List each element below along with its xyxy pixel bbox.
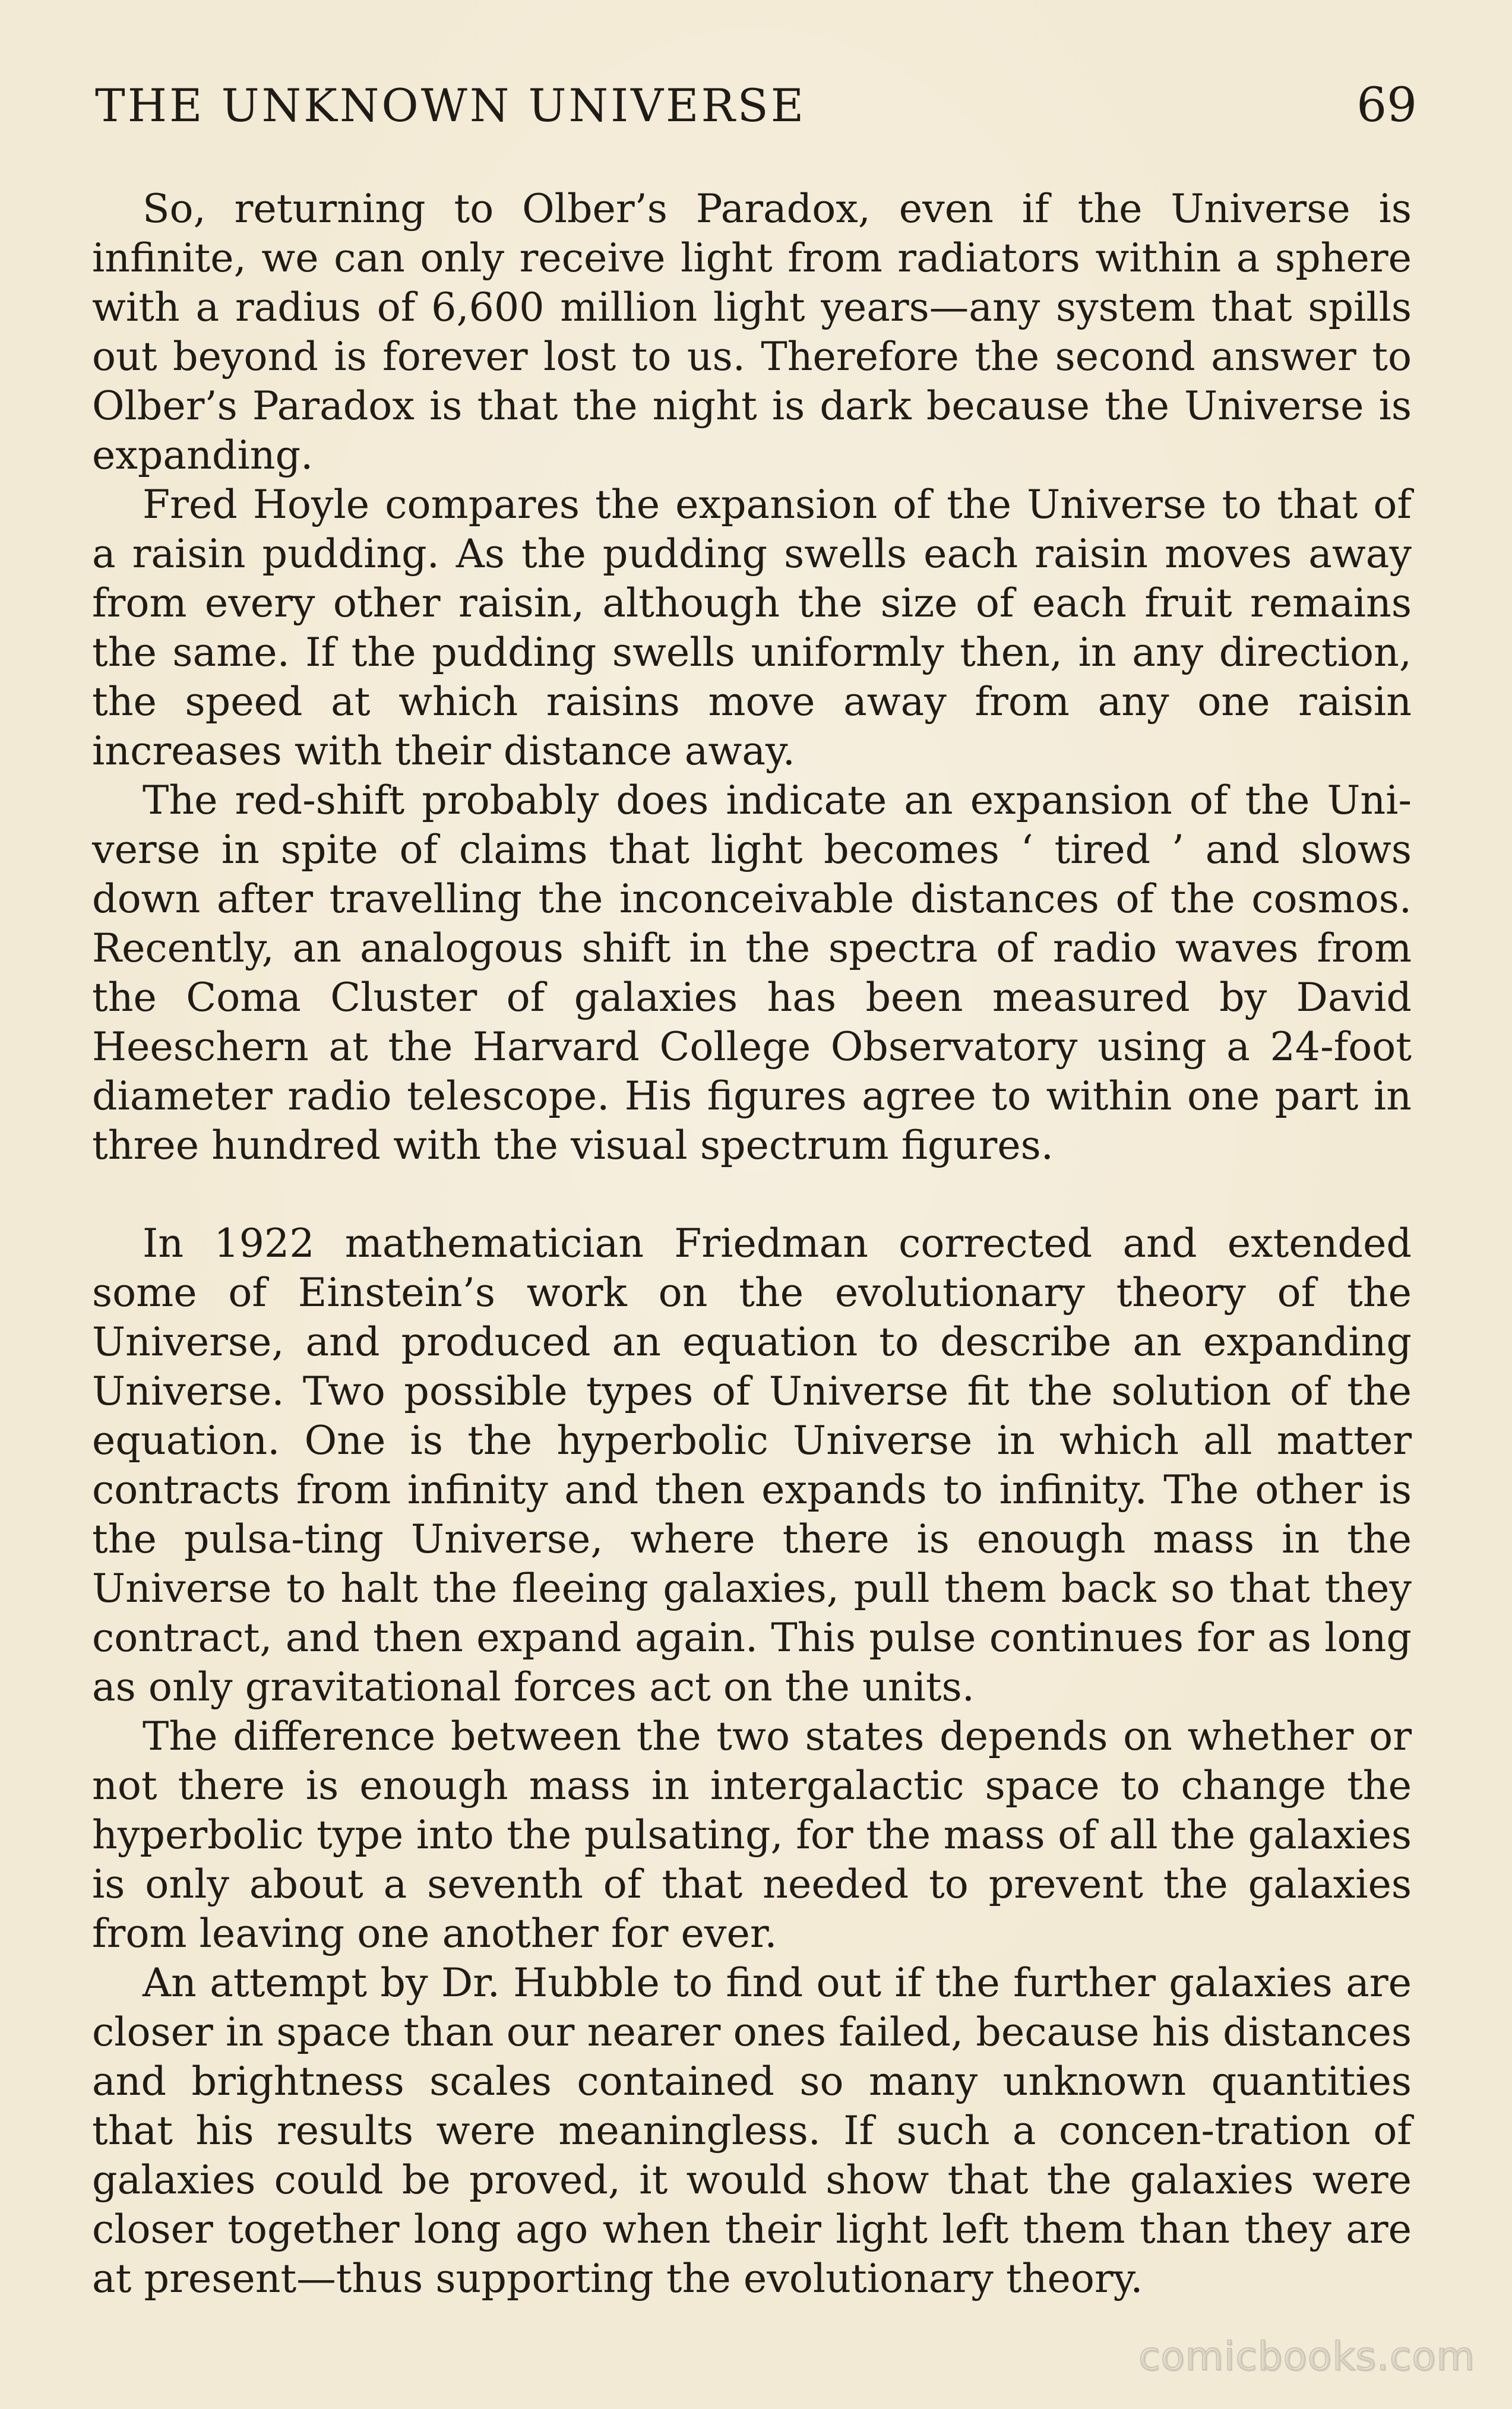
paragraph-hubble: An attempt by Dr. Hubble to find out if the further galaxies are closer in space than our nearer ones failed, because his distances and brightness scales contained so many unknown quantities that his results were meaningless. If such a concen-tration of galaxies could be proved, it would show that the galaxies were closer together long ago when their light left them than they are at present—thus supporting the evolutionary theory. <box>92 1959 1412 2301</box>
paragraph-raisin-pudding: Fred Hoyle compares the expansion of the Universe to that of a raisin pudding. As the pudding swells each raisin moves away from every other raisin, although the size of each fruit remains the same. If the pudding swells uniformly then, in any direction, the speed at which raisins move away from any one raisin increases with their distance away. <box>92 481 1412 774</box>
page-number: 69 <box>1356 77 1417 132</box>
running-head <box>95 77 1417 143</box>
watermark: comicbooks.com <box>1138 2334 1475 2379</box>
text-block-1 <box>92 184 1412 1170</box>
running-title: THE UNKNOWN UNIVERSE <box>95 79 806 132</box>
paragraph-red-shift: The red-shift probably does indicate an expansion of the Uni-verse in spite of claims that light becomes ‘ tired ’ and slows down after travelling the inconceivable distances of the cosmos. Recently, an analogous shift in the spectra of radio waves from the Coma Cluster of galaxies has been measured by David Heeschern at the Harvard College Observatory using a 24-foot diameter radio telescope. His figures agree to within one part in three hundred with the visual spectrum figures. <box>92 777 1412 1168</box>
paragraph-friedman: In 1922 mathematician Friedman corrected and extended some of Einstein’s work on the evolutionary theory of the Universe, and produced an equation to describe an expanding Universe. Two possible types of Universe fit the solution of the equation. One is the hyperbolic Universe in which all matter contracts from infinity and then expands to infinity. The other is the pulsa-ting Universe, where there is enough mass in the Universe to halt the fleeing galaxies, pull them back so that they contract, and then expand again. This pulse continues for as long as only gravitational forces act on the units. <box>92 1220 1412 1710</box>
text-block-2 <box>92 1219 1412 2303</box>
paragraph-two-states: The difference between the two states depends on whether or not there is enough mass in intergalactic space to change the hyperbolic type into the pulsating, for the mass of all the galaxies is only about a seventh of that needed to prevent the galaxies from leaving one another for ever. <box>92 1713 1412 1956</box>
paragraph-olbers-paradox: So, returning to Olber’s Paradox, even if the Universe is infinite, we can only receive light from radiators within a sphere with a radius of 6,600 million light years—any system that spills out beyond is forever lost to us. Therefore the second answer to Olber’s Paradox is that the night is dark because the Universe is expanding. <box>92 185 1412 478</box>
